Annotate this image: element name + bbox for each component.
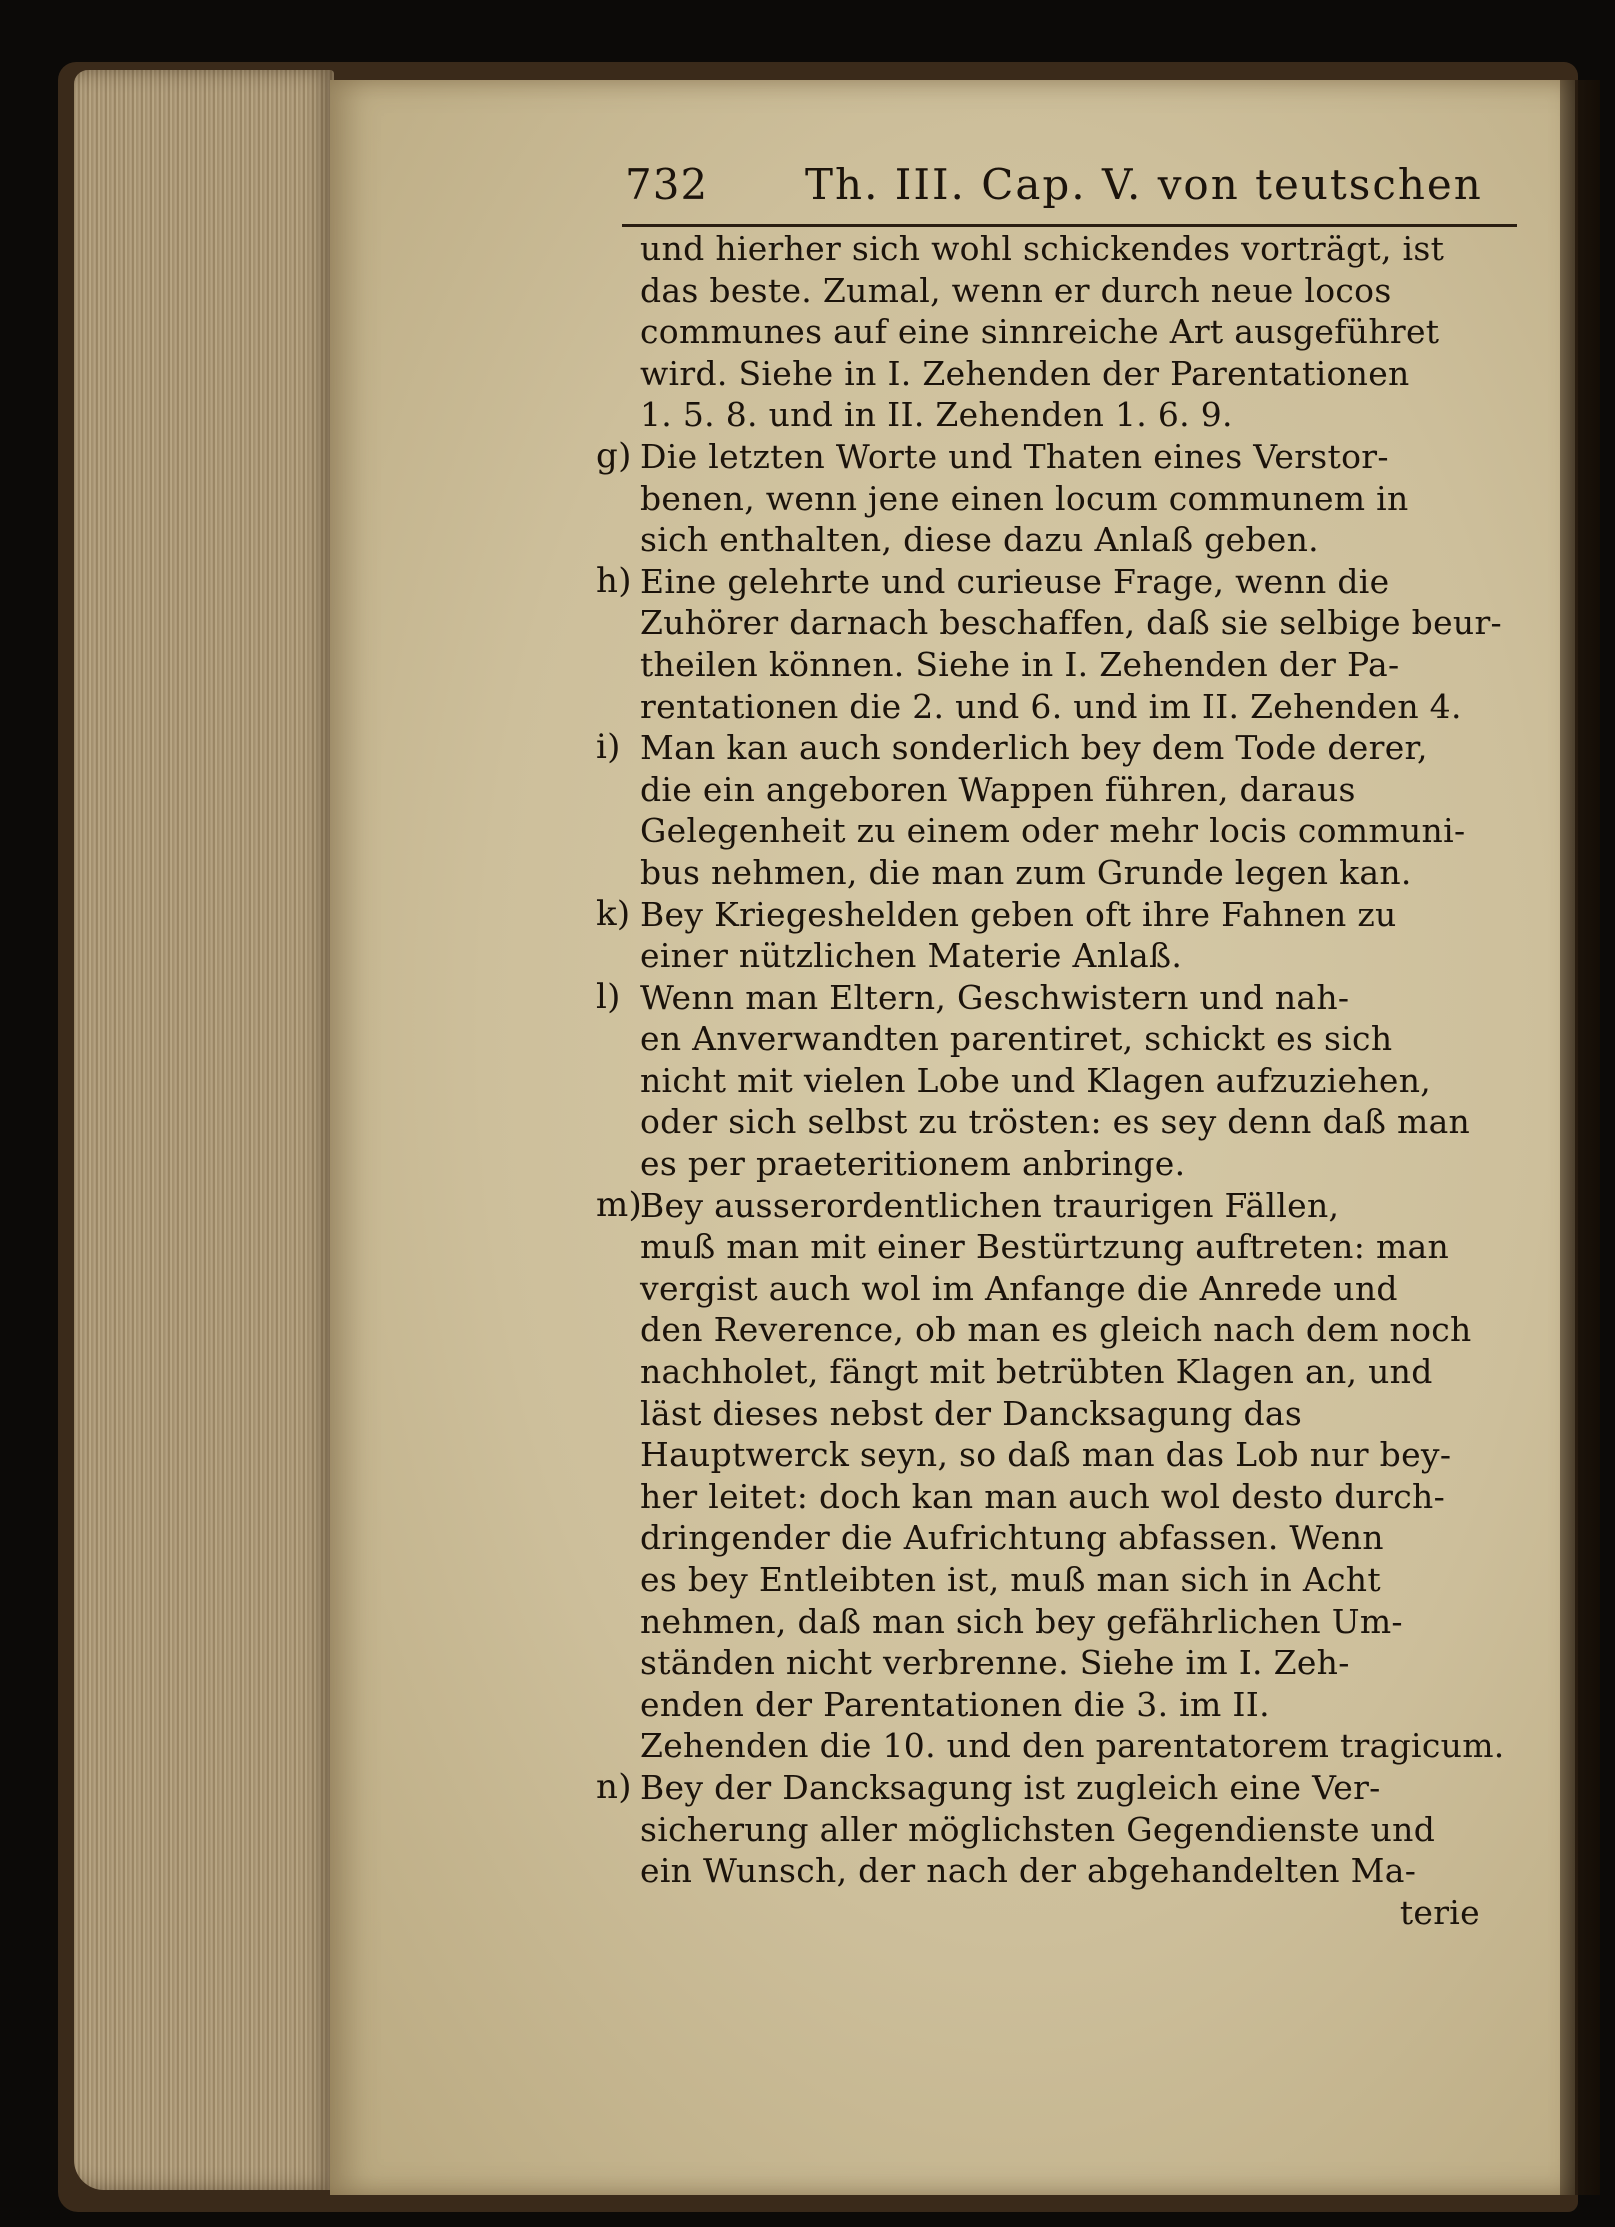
text-line [596,1766,1520,1809]
line-text: sicherung aller möglichsten Gegendienste und [640,1809,1436,1849]
line-text: es per praeteritionem anbringe. [640,1144,1186,1184]
line-text: her leitet: doch kan man auch wol desto durch- [640,1476,1446,1516]
list-marker: k) [596,893,631,934]
text-line [640,1517,1520,1559]
line-text: muß man mit einer Bestürtzung auftreten: man [640,1227,1450,1267]
line-text: Die letzten Worte und Thaten eines Verstor- [640,436,1389,476]
text-line [640,602,1520,644]
list-marker: g) [596,435,632,476]
line-text: nehmen, daß man sich bey gefährlichen Um- [640,1601,1403,1641]
list-marker: m) [596,1184,643,1225]
text-line [640,852,1520,894]
line-text: oder sich selbst zu trösten: es sey denn daß man [640,1102,1471,1142]
text-line [640,769,1520,811]
page-number: 732 [625,160,709,209]
text-line [640,270,1520,312]
line-text: vergist auch wol im Anfange die Anrede und [640,1268,1398,1308]
text-line [640,228,1520,270]
line-text: 1. 5. 8. und in II. Zehenden 1. 6. 9. [640,395,1233,435]
line-text: terie [1399,1892,1480,1932]
text-line [640,1018,1520,1060]
header-rule [622,224,1517,227]
text-line [640,1642,1520,1684]
text-line [640,935,1520,977]
text-line [640,1351,1520,1393]
line-text: Bey der Dancksagung ist zugleich eine Ver- [640,1767,1381,1807]
list-marker: l) [596,976,621,1017]
text-line [640,1434,1520,1476]
text-line [640,311,1520,353]
text-line [596,727,1520,769]
line-text: bus nehmen, die man zum Grunde legen kan. [640,852,1412,892]
page-edges [74,70,334,2190]
text-line [640,1268,1520,1310]
page-header [625,160,1525,220]
body-text [596,228,1520,1933]
text-line [596,1184,1520,1227]
line-text: den Reverence, ob man es gleich nach dem noch [640,1310,1472,1350]
text-line [640,1060,1520,1102]
text-line [640,686,1520,728]
text-line [640,644,1520,686]
line-text: enden der Parentationen die 3. im II. [640,1684,1270,1724]
text-line [640,1725,1520,1767]
line-text: läst dieses nebst der Dancksagung das [640,1393,1303,1433]
text-line [640,1101,1520,1143]
text-line [640,1850,1520,1892]
line-text: nachholet, fängt mit betrübten Klagen an, und [640,1352,1433,1392]
page-gutter [1560,80,1600,2195]
line-text: einer nützlichen Materie Anlaß. [640,936,1183,976]
line-text: Bey Kriegeshelden geben oft ihre Fahnen zu [640,894,1397,934]
line-text: sich enthalten, diese dazu Anlaß geben. [640,520,1319,560]
line-text: ständen nicht verbrenne. Siehe im I. Zeh- [640,1643,1350,1683]
line-text: rentationen die 2. und 6. und im II. Zehenden 4. [640,686,1462,726]
list-marker: i) [596,727,621,768]
line-text: Man kan auch sonderlich bey dem Tode derer, [640,728,1428,768]
text-line [640,1143,1520,1185]
line-text: das beste. Zumal, wenn er durch neue locos [640,270,1392,310]
line-text: dringender die Aufrichtung abfassen. Wenn [640,1518,1384,1558]
line-text: ein Wunsch, der nach der abgehandelten Ma- [640,1851,1417,1891]
line-text: wird. Siehe in I. Zehenden der Parentationen [640,353,1410,393]
running-title: Th. III. Cap. V. von teutschen [805,160,1483,209]
text-line [640,1892,1520,1934]
line-text: Bey ausserordentlichen traurigen Fällen, [640,1185,1340,1225]
line-text: communes auf eine sinnreiche Art ausgeführet [640,312,1440,352]
line-text: Gelegenheit zu einem oder mehr locis communi- [640,811,1466,851]
text-line [640,810,1520,852]
line-text: Hauptwerck seyn, so daß man das Lob nur bey- [640,1435,1452,1475]
text-line [640,1309,1520,1351]
text-line [596,435,1520,478]
line-text: es bey Entleibten ist, muß man sich in Acht [640,1560,1381,1599]
text-line [640,519,1520,561]
text-line [640,1809,1520,1851]
text-line [640,478,1520,520]
line-text: en Anverwandten parentiret, schickt es sich [640,1019,1393,1059]
list-marker: h) [596,560,632,601]
line-text: Wenn man Eltern, Geschwistern und nah- [640,977,1350,1017]
line-text: Zuhörer darnach beschaffen, daß sie selbige beur- [640,603,1503,643]
text-line [640,394,1520,436]
line-text: benen, wenn jene einen locum communem in [640,478,1409,518]
text-line [640,1476,1520,1518]
text-line [596,893,1520,936]
line-text: nicht mit vielen Lobe und Klagen aufzuziehen, [640,1060,1432,1100]
line-text: und hierher sich wohl schickendes vorträgt, ist [640,229,1445,268]
text-line [640,353,1520,395]
text-line [640,1684,1520,1726]
line-text: die ein angeboren Wappen führen, daraus [640,769,1356,809]
line-text: theilen können. Siehe in I. Zehenden der Pa- [640,644,1400,684]
text-line [596,976,1520,1019]
text-line [596,560,1520,603]
text-line [640,1559,1520,1601]
text-line [640,1601,1520,1643]
text-line [640,1226,1520,1268]
text-line [640,1393,1520,1435]
line-text: Eine gelehrte und curieuse Frage, wenn die [640,561,1390,601]
line-text: Zehenden die 10. und den parentatorem tragicum. [640,1726,1505,1766]
list-marker: n) [596,1766,632,1807]
